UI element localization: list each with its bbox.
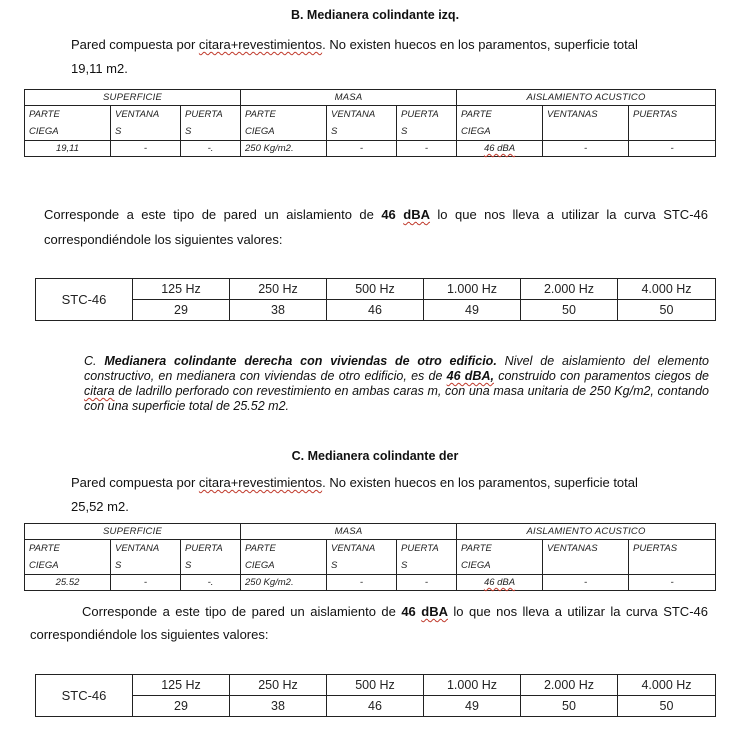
table-cell: -	[543, 141, 629, 157]
italic-description-block	[84, 354, 709, 414]
table-cell: -.	[181, 141, 241, 157]
table-cell: -	[543, 575, 629, 591]
column-header: S	[327, 123, 397, 141]
group-header: MASA	[241, 524, 457, 540]
column-header	[629, 123, 716, 141]
italic-bold-heading: Medianera colindante derecha con viviendas de otro edificio.	[104, 354, 497, 368]
frequency-header: 1.000 Hz	[424, 279, 521, 300]
table-cell: 46 dBA	[457, 141, 543, 157]
stc-label: STC-46	[36, 675, 133, 717]
column-header: CIEGA	[241, 557, 327, 575]
intro-link-text: citara+revestimientos	[198, 37, 323, 52]
intro-text: . No existen huecos en los paramentos, superficie total	[322, 475, 638, 490]
stc-value: 29	[133, 300, 230, 321]
column-header	[543, 123, 629, 141]
section-b-after-text	[44, 204, 708, 226]
italic-text: construido con paramentos ciegos de	[493, 369, 709, 383]
column-header: VENTANA	[327, 540, 397, 558]
stc-value: 29	[133, 696, 230, 717]
frequency-header: 125 Hz	[133, 279, 230, 300]
column-header: VENTANAS	[543, 106, 629, 124]
column-header: S	[111, 123, 181, 141]
column-header: S	[111, 557, 181, 575]
column-header: VENTANA	[327, 106, 397, 124]
table-cell: -	[111, 141, 181, 157]
italic-text: de ladrillo perforado con revestimiento en ambas caras m, con una masa unitaria de 250 Kg/m2, contando con una superficie total de 25.52 m2.	[84, 384, 709, 413]
section-c-intro-line2: 25,52 m2.	[71, 499, 129, 514]
intro-text: Pared compuesta por	[71, 475, 199, 490]
column-header: PARTE	[457, 106, 543, 124]
table-cell: 250 Kg/m2.	[241, 575, 327, 591]
frequency-header: 125 Hz	[133, 675, 230, 696]
intro-text: . No existen huecos en los paramentos, superficie total	[322, 37, 638, 52]
section-b-intro	[71, 34, 711, 56]
table-cell: -	[327, 575, 397, 591]
column-header: CIEGA	[241, 123, 327, 141]
frequency-header: 4.000 Hz	[618, 279, 716, 300]
column-header	[629, 557, 716, 575]
group-header: AISLAMIENTO ACUSTICO	[457, 524, 716, 540]
stc-label: STC-46	[36, 279, 133, 321]
column-header: PARTE	[457, 540, 543, 558]
column-header: VENTANAS	[543, 540, 629, 558]
table-cell: -	[397, 141, 457, 157]
section-c-after-line2: correspondiéndole los siguientes valores:	[30, 627, 269, 642]
frequency-header: 250 Hz	[230, 279, 327, 300]
after-text: Corresponde a este tipo de pared un aislamiento de	[44, 207, 382, 222]
frequency-header: 4.000 Hz	[618, 675, 716, 696]
frequency-header: 500 Hz	[327, 675, 424, 696]
column-header: PARTE	[25, 540, 111, 558]
stc-value: 49	[424, 300, 521, 321]
column-header	[543, 557, 629, 575]
column-header: PUERTAS	[629, 106, 716, 124]
after-text: lo que nos lleva a utilizar la curva STC-46	[429, 207, 708, 222]
stc-value: 50	[618, 300, 716, 321]
column-header: PUERTA	[181, 540, 241, 558]
stc-value: 50	[618, 696, 716, 717]
frequency-header: 500 Hz	[327, 279, 424, 300]
frequency-header: 2.000 Hz	[521, 675, 618, 696]
group-header: AISLAMIENTO ACUSTICO	[457, 90, 716, 106]
table-cell: -	[111, 575, 181, 591]
intro-text: Pared compuesta por	[71, 37, 199, 52]
column-header: S	[181, 123, 241, 141]
column-header: S	[181, 557, 241, 575]
table-cell: 25.52	[25, 575, 111, 591]
table-cell: 46 dBA	[457, 575, 543, 591]
stc-value: 46	[327, 696, 424, 717]
section-c-intro	[71, 472, 711, 494]
section-b-after-line2: correspondiéndole los siguientes valores:	[44, 232, 283, 247]
column-header: PUERTA	[397, 540, 457, 558]
column-header: CIEGA	[457, 557, 543, 575]
frequency-header: 2.000 Hz	[521, 279, 618, 300]
group-header: MASA	[241, 90, 457, 106]
table-cell: -	[629, 575, 716, 591]
column-header: VENTANA	[111, 106, 181, 124]
stc-value: 38	[230, 300, 327, 321]
column-header: VENTANA	[111, 540, 181, 558]
table-cell: 250 Kg/m2.	[241, 141, 327, 157]
intro-link-text: citara+revestimientos	[198, 475, 323, 490]
stc-value: 49	[424, 696, 521, 717]
table-cell: -	[629, 141, 716, 157]
section-b-intro-line2: 19,11 m2.	[71, 61, 128, 76]
section-b-spec-table	[24, 89, 716, 157]
table-cell: -.	[181, 575, 241, 591]
section-c-spec-table	[24, 523, 716, 591]
frequency-header: 1.000 Hz	[424, 675, 521, 696]
stc-value: 38	[230, 696, 327, 717]
column-header: S	[397, 123, 457, 141]
column-header: S	[397, 557, 457, 575]
section-c-after-text	[82, 601, 708, 623]
column-header: CIEGA	[457, 123, 543, 141]
after-text: Corresponde a este tipo de pared un aislamiento de	[82, 604, 402, 619]
italic-text: Nivel de aislamiento del elemento constructivo, en medianera con viviendas de otro edificio, es de	[84, 354, 709, 383]
section-c-stc-table	[35, 674, 716, 717]
italic-lead: C.	[84, 354, 105, 368]
table-cell: 19,11	[25, 141, 111, 157]
after-bold-value: 46	[381, 207, 396, 222]
section-b-stc-table	[35, 278, 716, 321]
frequency-header: 250 Hz	[230, 675, 327, 696]
italic-bold-value: 46 dBA,	[446, 369, 494, 383]
column-header: PUERTA	[397, 106, 457, 124]
stc-value: 46	[327, 300, 424, 321]
italic-link-text: citara	[84, 384, 115, 398]
column-header: CIEGA	[25, 557, 111, 575]
group-header: SUPERFICIE	[25, 524, 241, 540]
after-bold-unit: dBA	[403, 207, 430, 222]
stc-value: 50	[521, 696, 618, 717]
column-header: S	[327, 557, 397, 575]
column-header: PUERTA	[181, 106, 241, 124]
stc-value: 50	[521, 300, 618, 321]
table-cell: -	[397, 575, 457, 591]
table-cell: -	[327, 141, 397, 157]
section-b-title: B. Medianera colindante izq.	[290, 8, 460, 22]
after-bold-value: 46	[401, 604, 416, 619]
after-bold-unit: dBA	[421, 604, 448, 619]
after-text: lo que nos lleva a utilizar la curva STC-46	[447, 604, 708, 619]
section-c-title: C. Medianera colindante der	[291, 449, 459, 463]
column-header: PUERTAS	[629, 540, 716, 558]
column-header: PARTE	[25, 106, 111, 124]
column-header: PARTE	[241, 540, 327, 558]
column-header: PARTE	[241, 106, 327, 124]
column-header: CIEGA	[25, 123, 111, 141]
group-header: SUPERFICIE	[25, 90, 241, 106]
